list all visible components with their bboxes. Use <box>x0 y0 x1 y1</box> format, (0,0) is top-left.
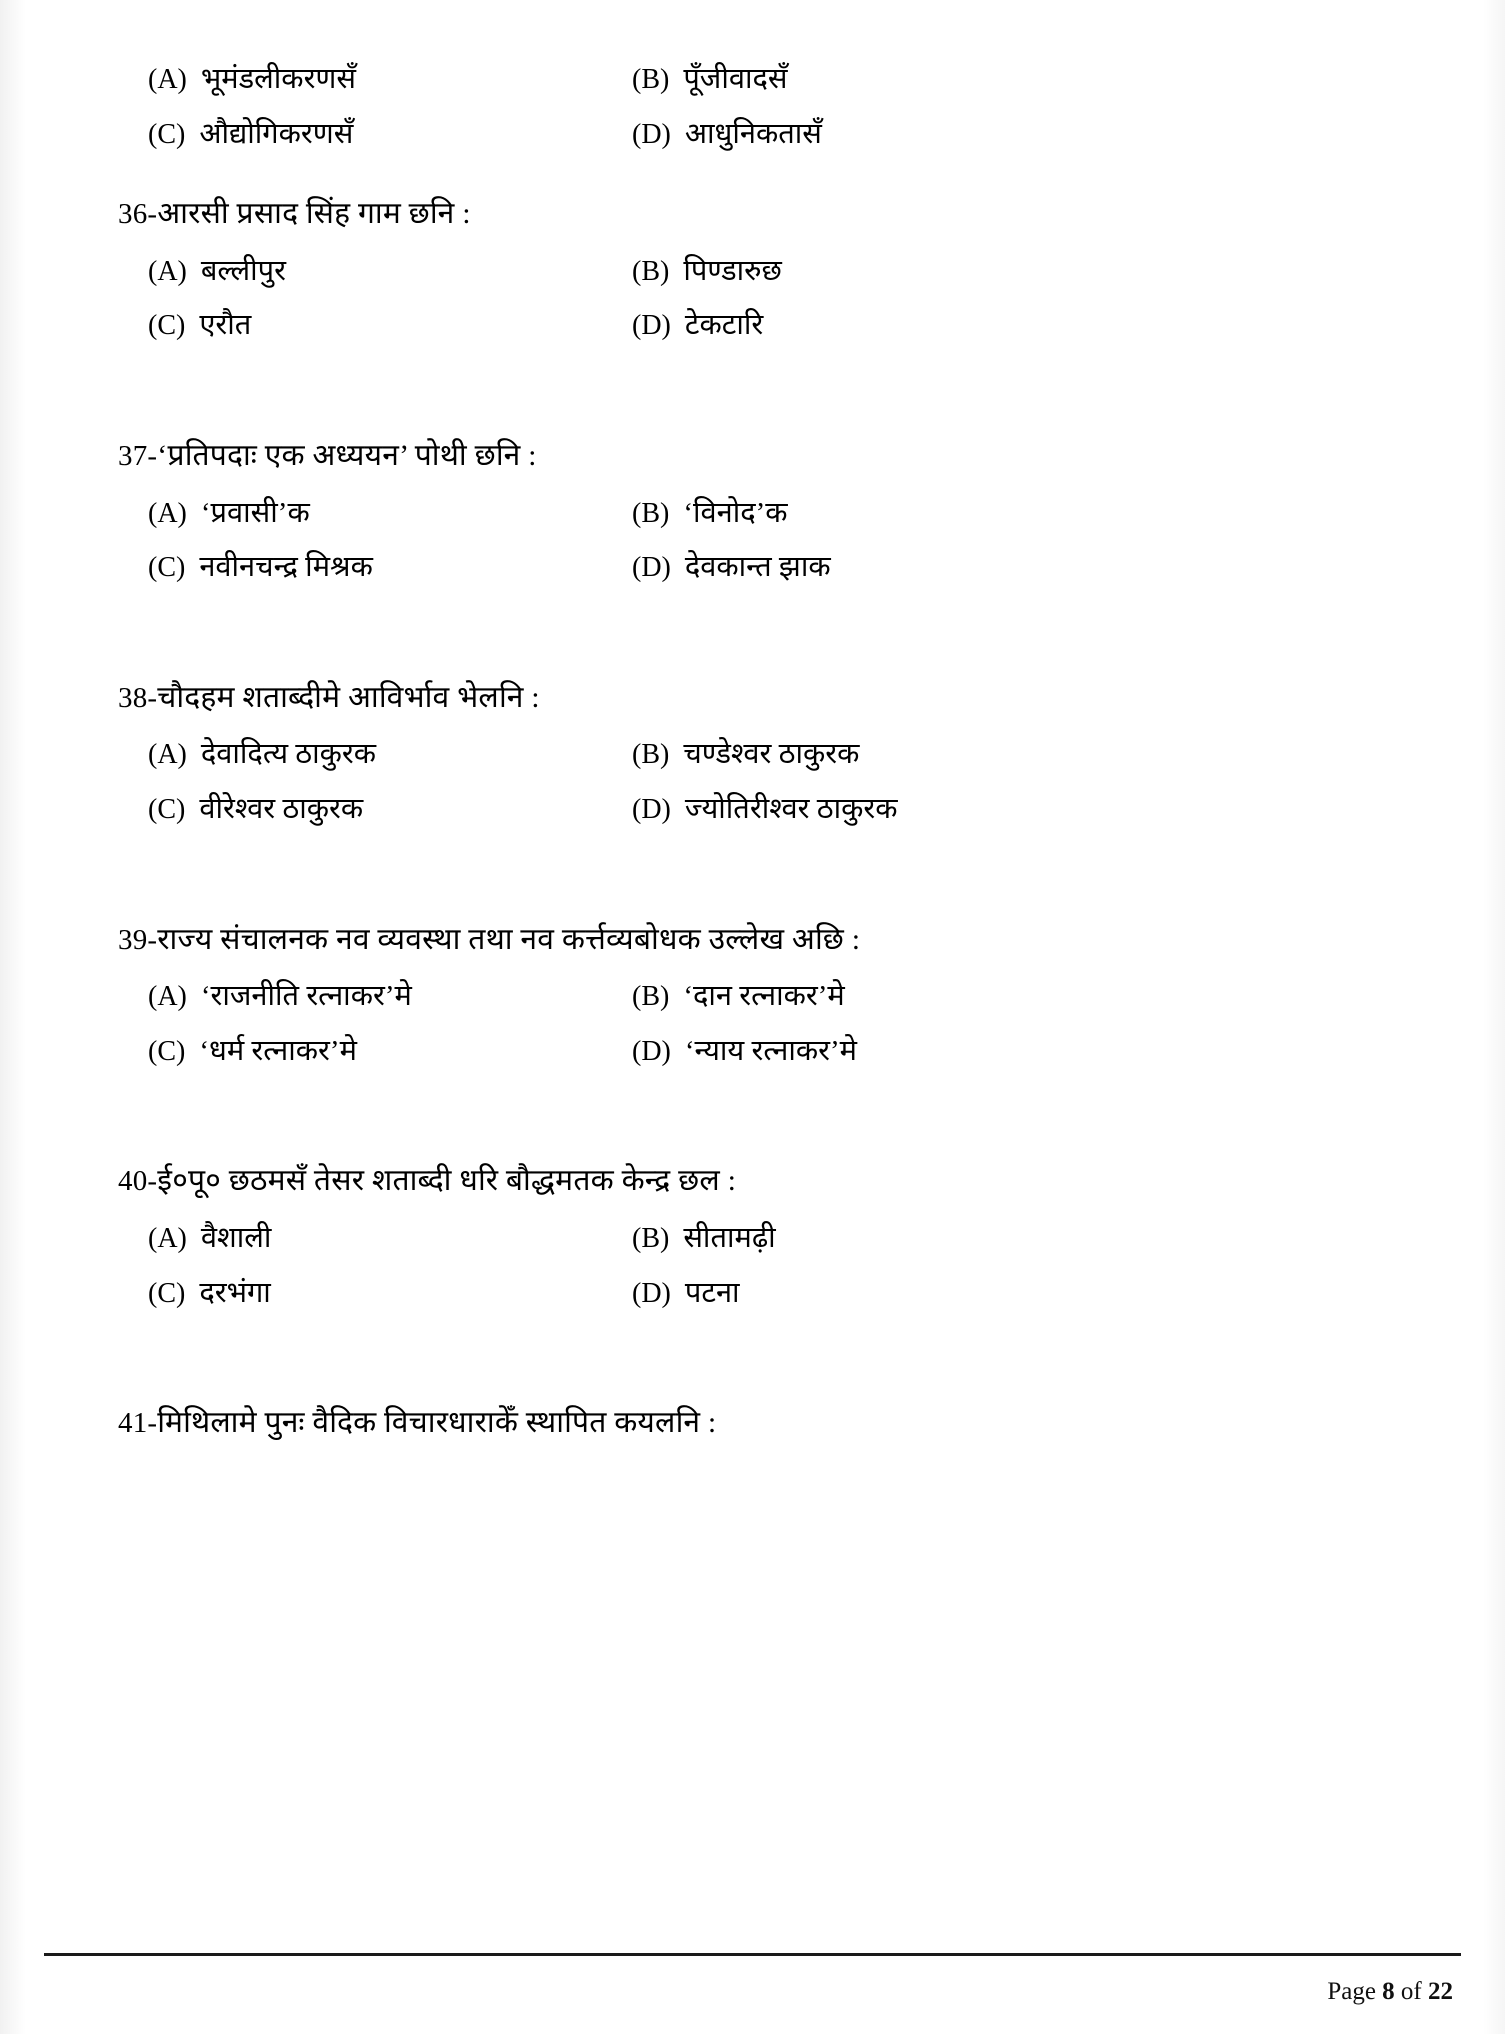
question-36 <box>118 193 1409 347</box>
option-b[interactable] <box>614 58 1409 101</box>
option-row <box>118 1030 1409 1073</box>
question-41-stem <box>118 1402 1409 1445</box>
footer-divider <box>44 1953 1461 1956</box>
option-row <box>118 1272 1409 1315</box>
option-text: पिण्डारुछ <box>683 254 782 287</box>
option-text: सीतामढ़ी <box>683 1221 776 1254</box>
question-36-stem <box>118 193 1409 236</box>
option-b[interactable] <box>614 975 1409 1018</box>
option-c[interactable] <box>118 788 614 831</box>
option-text: ‘न्याय रत्नाकर’मे <box>684 1034 857 1067</box>
option-b[interactable] <box>614 250 1409 293</box>
question-text: मिथिलामे पुनः वैदिक विचारधाराकेँ स्थापित कयलनि : <box>157 1406 717 1440</box>
option-row <box>118 546 1409 589</box>
question-39-stem <box>118 919 1409 962</box>
option-a[interactable] <box>118 492 614 535</box>
option-row <box>118 58 1409 101</box>
option-row <box>118 113 1409 156</box>
option-d[interactable] <box>614 1272 1409 1315</box>
footer-page-middle: of <box>1394 1978 1428 2005</box>
option-label: (C) <box>148 1035 186 1067</box>
option-d[interactable] <box>614 304 1409 347</box>
option-label: (B) <box>632 981 670 1013</box>
option-a[interactable] <box>118 975 614 1018</box>
option-label: (C) <box>148 552 186 584</box>
option-label: (D) <box>632 118 671 150</box>
page-footer <box>1327 1978 1453 2006</box>
option-label: (A) <box>148 739 187 771</box>
option-text: भूमंडलीकरणसँ <box>200 63 356 95</box>
spacer <box>118 843 1409 919</box>
option-text: ज्योतिरीश्वर ठाकुरक <box>684 792 898 825</box>
option-text: आधुनिकतासँ <box>684 117 822 150</box>
option-text: वैशाली <box>200 1221 272 1254</box>
question-number: 37- <box>118 439 158 472</box>
option-d[interactable] <box>614 1030 1409 1073</box>
option-label: (C) <box>148 118 186 150</box>
question-40 <box>118 1160 1409 1314</box>
option-text: बल्लीपुर <box>200 254 287 287</box>
option-label: (C) <box>148 793 186 825</box>
option-c[interactable] <box>118 546 614 589</box>
option-label: (A) <box>148 255 187 287</box>
option-a[interactable] <box>118 733 614 776</box>
question-39-options <box>118 975 1409 1072</box>
question-text: ई०पू० छठमसँ तेसर शताब्दी धरि बौद्धमतक केन्द्र छल : <box>157 1164 737 1198</box>
option-row <box>118 304 1409 347</box>
option-text: ‘प्रवासी’क <box>200 496 310 529</box>
question-number: 36- <box>118 198 158 231</box>
question-number: 39- <box>118 923 158 956</box>
option-label: (A) <box>148 981 187 1013</box>
question-36-options <box>118 250 1409 347</box>
footer-current-page: 8 <box>1382 1978 1395 2005</box>
question-38-options <box>118 733 1409 830</box>
option-a[interactable] <box>118 58 614 101</box>
option-a[interactable] <box>118 1217 614 1260</box>
carryover-options-block <box>118 58 1409 155</box>
option-label: (D) <box>632 1277 671 1309</box>
question-40-options <box>118 1217 1409 1314</box>
question-text: चौदहम शताब्दीमे आविर्भाव भेलनि : <box>157 680 540 714</box>
option-text: देवकान्त झाक <box>684 551 831 584</box>
option-text: ‘विनोद’क <box>683 496 788 529</box>
question-37 <box>118 435 1409 589</box>
option-b[interactable] <box>614 1217 1409 1260</box>
option-d[interactable] <box>614 113 1409 156</box>
option-text: पटना <box>684 1276 740 1309</box>
question-number: 40- <box>118 1165 158 1198</box>
footer-page-prefix: Page <box>1327 1978 1383 2005</box>
question-text: आरसी प्रसाद सिंह गाम छनि : <box>157 197 471 231</box>
option-b[interactable] <box>614 733 1409 776</box>
question-38 <box>118 677 1409 831</box>
question-38-stem <box>118 677 1409 720</box>
option-text: नवीनचन्द्र मिश्रक <box>199 551 373 584</box>
option-d[interactable] <box>614 546 1409 589</box>
option-label: (B) <box>632 739 670 771</box>
option-label: (B) <box>632 1222 670 1254</box>
option-text: चण्डेश्वर ठाकुरक <box>683 738 860 771</box>
question-text: ‘प्रतिपदाः एक अध्ययन’ पोथी छनि : <box>157 438 537 472</box>
option-c[interactable] <box>118 113 614 156</box>
option-text: दरभंगा <box>199 1276 271 1309</box>
option-text: ‘दान रत्नाकर’मे <box>683 980 845 1013</box>
option-text: पूँजीवादसँ <box>683 63 788 95</box>
option-text: वीरेश्वर ठाकुरक <box>199 792 364 825</box>
option-a[interactable] <box>118 250 614 293</box>
question-number: 38- <box>118 681 158 714</box>
question-41 <box>118 1402 1409 1445</box>
question-37-stem <box>118 435 1409 478</box>
option-label: (B) <box>632 255 670 287</box>
spacer <box>118 601 1409 677</box>
option-row <box>118 250 1409 293</box>
option-text: देवादित्य ठाकुरक <box>200 738 377 771</box>
option-text: ‘राजनीति रत्नाकर’मे <box>200 980 412 1013</box>
question-39 <box>118 919 1409 1073</box>
option-label: (D) <box>632 552 671 584</box>
option-text: औद्योगिकरणसँ <box>199 117 354 150</box>
option-d[interactable] <box>614 788 1409 831</box>
option-c[interactable] <box>118 1030 614 1073</box>
option-label: (D) <box>632 310 671 342</box>
footer-total-pages: 22 <box>1428 1978 1453 2005</box>
option-c[interactable] <box>118 304 614 347</box>
spacer <box>118 167 1409 193</box>
question-number: 41- <box>118 1407 158 1440</box>
question-37-options <box>118 492 1409 589</box>
question-text: राज्य संचालनक नव व्यवस्था तथा नव कर्त्तव्यबोधक उल्लेख अछि : <box>157 922 861 956</box>
option-row <box>118 492 1409 535</box>
option-text: ‘धर्म रत्नाकर’मे <box>199 1034 357 1067</box>
option-label: (A) <box>148 1222 187 1254</box>
spacer <box>118 359 1409 435</box>
option-row <box>118 1217 1409 1260</box>
question-40-stem <box>118 1160 1409 1203</box>
option-label: (C) <box>148 310 186 342</box>
option-label: (A) <box>148 497 187 529</box>
option-row <box>118 975 1409 1018</box>
option-text: एरौत <box>199 309 252 342</box>
option-row <box>118 788 1409 831</box>
option-label: (D) <box>632 1035 671 1067</box>
option-label: (A) <box>148 64 187 95</box>
option-text: टेकटारि <box>684 309 764 342</box>
spacer <box>118 1084 1409 1160</box>
option-label: (B) <box>632 497 670 529</box>
option-label: (D) <box>632 793 671 825</box>
option-label: (C) <box>148 1277 186 1309</box>
spacer <box>118 1326 1409 1402</box>
option-b[interactable] <box>614 492 1409 535</box>
option-row <box>118 733 1409 776</box>
option-label: (B) <box>632 64 670 95</box>
option-c[interactable] <box>118 1272 614 1315</box>
